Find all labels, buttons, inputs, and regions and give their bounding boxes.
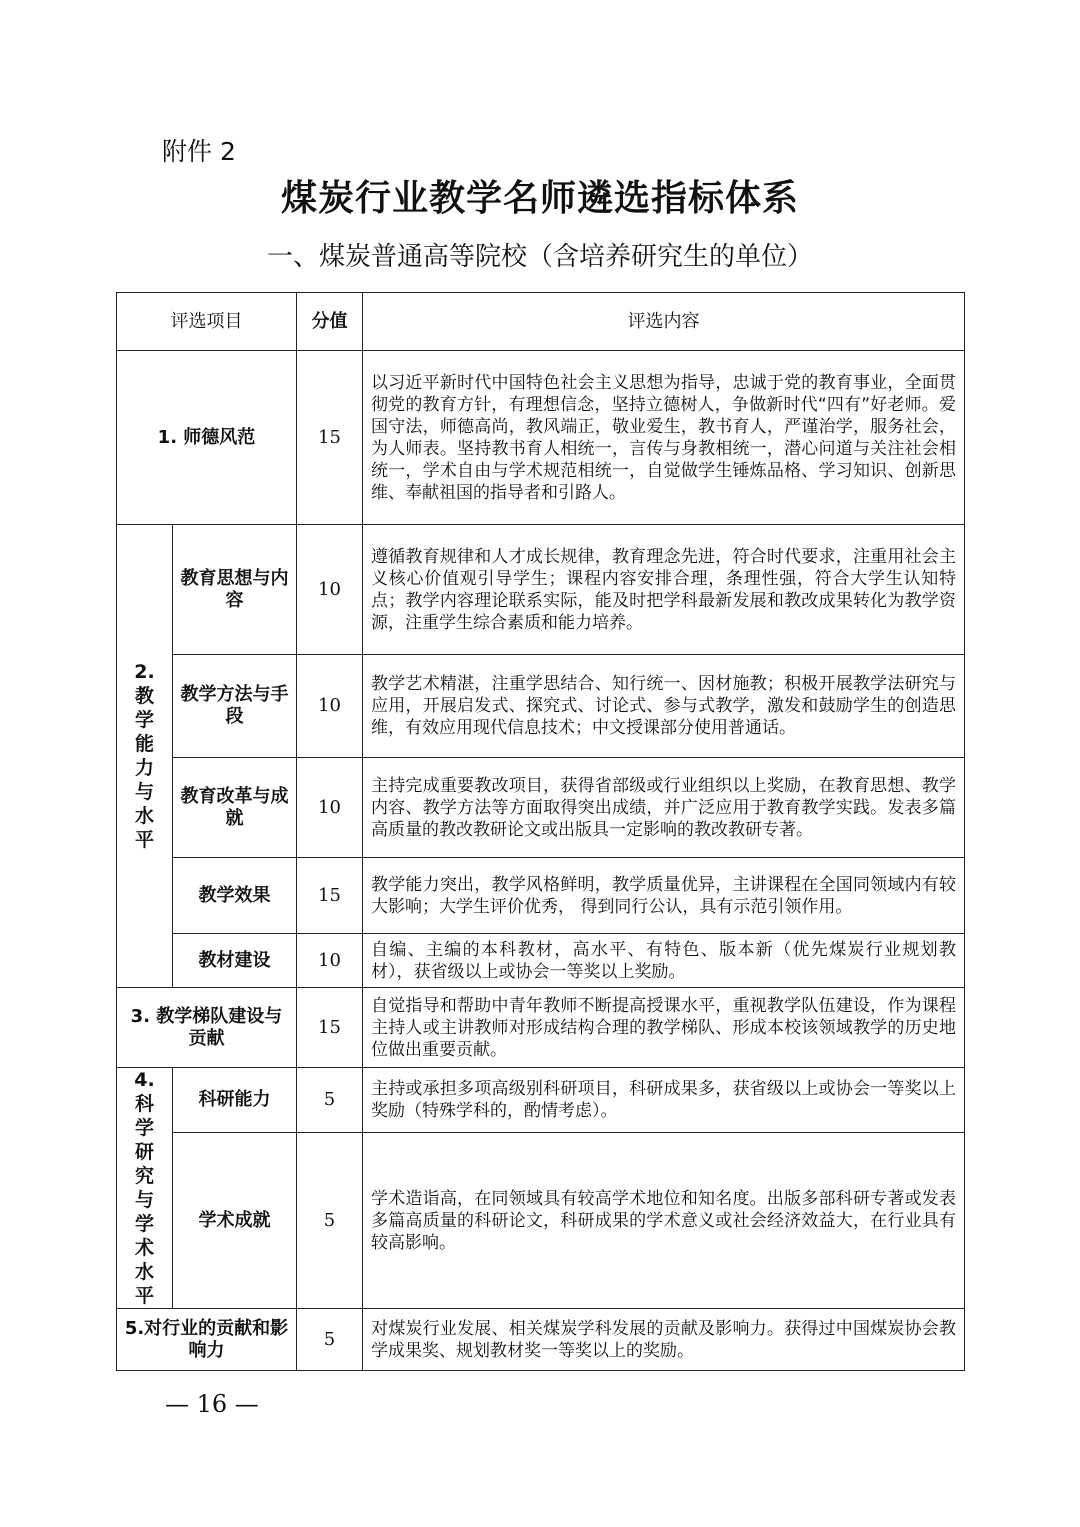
row-item: 教育思想与内容 [173,525,297,655]
group-label-teaching [117,525,173,988]
document-title: 煤炭行业教学名师遴选指标体系 [280,178,799,219]
table-row [117,351,965,525]
row-item: 教材建设 [173,934,297,988]
row-score: 5 [297,1309,363,1371]
section-subtitle: 一、煤炭普通高等院校（含培养研究生的单位） [266,242,813,272]
row-content: 自编、主编的本科教材，高水平、有特色、版本新（优先煤炭行业规划教材），获省级以上或协会一等奖以上奖励。 [363,934,965,988]
row-content: 主持或承担多项高级别科研项目，科研成果多，获省级以上或协会一等奖以上奖励（特殊学科的，酌情考虑）。 [363,1068,965,1133]
row-content: 教学艺术精湛，注重学思结合、知行统一、因材施教；积极开展教学法研究与应用，开展启发式、探究式、讨论式、参与式教学，激发和鼓励学生的创造思维，有效应用现代信息技术；中文授课部分使用普通话。 [363,655,965,758]
row-content: 学术造诣高，在同领域具有较高学术地位和知名度。出版多部科研专著或发表多篇高质量的科研论文，科研成果的学术意义或社会经济效益大，在行业具有较高影响。 [363,1133,965,1309]
row-content: 教学能力突出，教学风格鲜明，教学质量优异，主讲课程在全国同领域内有较大影响；大学生评价优秀， 得到同行公认，具有示范引领作用。 [363,858,965,934]
group-label-text: 4.科学研究与学术水平 [134,1069,155,1307]
row-score: 10 [297,655,363,758]
table-row [117,655,965,758]
page-number: — 16 — [165,1390,259,1418]
row-item: 科研能力 [173,1068,297,1133]
row-score: 10 [297,525,363,655]
row-score: 15 [297,351,363,525]
row-score: 10 [297,934,363,988]
annex-label: 附件 2 [162,137,236,166]
table-row [117,934,965,988]
table-row [117,758,965,858]
row-score: 10 [297,758,363,858]
row-content: 以习近平新时代中国特色社会主义思想为指导，忠诚于党的教育事业，全面贯彻党的教育方针，有理想信念，坚持立德树人，争做新时代“四有”好老师。爱国守法，师德高尚，教风端正，敬业爱生，教书育人，严谨治学，服务社会，为人师表。坚持教书育人相统一，言传与身教相统一，潜心问道与关注社会相统一，学术自由与学术规范相统一，自觉做学生锤炼品格、学习知识、创新思维、奉献祖国的指导者和引路人。 [363,351,965,525]
criteria-table [116,292,965,1371]
row-item: 教学效果 [173,858,297,934]
table-row [117,525,965,655]
row-score: 15 [297,988,363,1068]
row-content: 主持完成重要教改项目，获得省部级或行业组织以上奖励，在教育思想、教学内容、教学方法等方面取得突出成绩，并广泛应用于教育教学实践。发表多篇高质量的教改教研论文或出版具一定影响的教改教研专著。 [363,758,965,858]
table-row [117,1068,965,1133]
header-score: 分值 [297,293,363,351]
header-item: 评选项目 [117,293,297,351]
row-item: 3. 教学梯队建设与贡献 [117,988,297,1068]
row-score: 15 [297,858,363,934]
table-row [117,988,965,1068]
row-item: 1. 师德风范 [117,351,297,525]
row-score: 5 [297,1133,363,1309]
row-content: 对煤炭行业发展、相关煤炭学科发展的贡献及影响力。获得过中国煤炭协会教学成果奖、规划教材奖一等奖以上的奖励。 [363,1309,965,1371]
row-score: 5 [297,1068,363,1133]
table-header-row [117,293,965,351]
table-row [117,1133,965,1309]
table-row [117,1309,965,1371]
row-item: 教学方法与手段 [173,655,297,758]
row-content: 自觉指导和帮助中青年教师不断提高授课水平，重视教学队伍建设，作为课程主持人或主讲教师对形成结构合理的教学梯队、形成本校该领域教学的历史地位做出重要贡献。 [363,988,965,1068]
row-content: 遵循教育规律和人才成长规律，教育理念先进，符合时代要求，注重用社会主义核心价值观引导学生；课程内容安排合理，条理性强，符合大学生认知特点；教学内容理论联系实际，能及时把学科最新发展和教改成果转化为教学资源，注重学生综合素质和能力培养。 [363,525,965,655]
table-row [117,858,965,934]
group-label-research [117,1068,173,1309]
row-item: 5.对行业的贡献和影响力 [117,1309,297,1371]
group-label-text: 2.教学能力与水平 [134,661,155,851]
row-item: 学术成就 [173,1133,297,1309]
row-item: 教育改革与成就 [173,758,297,858]
header-content: 评选内容 [363,293,965,351]
